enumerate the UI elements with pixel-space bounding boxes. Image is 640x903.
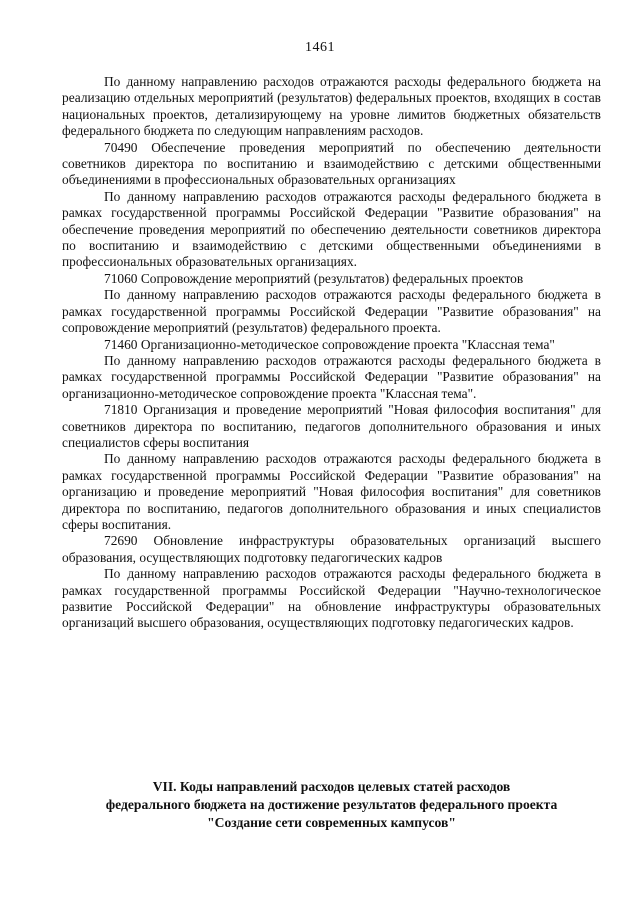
section-heading-line: федерального бюджета на достижение результатов федерального проекта xyxy=(105,797,558,812)
paragraph: По данному направлению расходов отражаются расходы федерального бюджета в рамках государственной программы Российской Федерации "Развитие образования" на сопровождение мероприятий (результатов) федерального проекта. xyxy=(62,287,601,336)
expense-code-paragraph: 72690 Обновление инфраструктуры образовательных организаций высшего образования, осуществляющих подготовку педагогических кадров xyxy=(62,533,601,565)
paragraph: По данному направлению расходов отражаются расходы федерального бюджета в рамках государственной программы Российской Федерации "Развитие образования" на организационно-методическое сопровождение проекта "Классная тема". xyxy=(62,352,601,401)
expense-code-paragraph: 70490 Обеспечение проведения мероприятий по обеспечению деятельности советников директора по воспитанию и взаимодействию с детскими общественными объединениями в профессиональных образовательных организациях xyxy=(62,139,601,188)
expense-code-paragraph: 71460 Организационно-методическое сопровождение проекта "Классная тема" xyxy=(104,336,555,352)
section-heading-line: "Создание сети современных кампусов" xyxy=(207,815,456,830)
page-number: 1461 xyxy=(305,40,335,55)
section-heading xyxy=(62,778,601,832)
paragraph: По данному направлению расходов отражаются расходы федерального бюджета в рамках государственной программы Российской Федерации "Развитие образования" на обеспечение проведения мероприятий по обеспечению деятельности советников директора по воспитанию и взаимодействию с детскими общественными объединениями в профессиональных образовательных организациях. xyxy=(62,188,601,270)
section-heading-line: VII. Коды направлений расходов целевых статей расходов xyxy=(152,779,511,794)
document-body xyxy=(62,74,601,632)
paragraph: По данному направлению расходов отражаются расходы федерального бюджета на реализацию отдельных мероприятий (результатов) федеральных проектов, входящих в состав национальных проектов, детализирующему на уровне лимитов бюджетных обязательств федерального бюджета по следующим направлениям расходов. xyxy=(62,74,601,139)
paragraph: По данному направлению расходов отражаются расходы федерального бюджета в рамках государственной программы Российской Федерации "Научно-технологическое развитие Российской Федерации" на обновление инфраструктуры образовательных организаций высшего образования, осуществляющих подготовку педагогических кадров. xyxy=(62,566,601,631)
paragraph: По данному направлению расходов отражаются расходы федерального бюджета в рамках государственной программы Российской Федерации "Развитие образования" на организацию и проведение мероприятий "Новая философия воспитания" для советников директора по воспитанию, педагогов дополнительного образования и иных специалистов сферы воспитания. xyxy=(62,451,601,532)
expense-code-paragraph: 71060 Сопровождение мероприятий (результатов) федеральных проектов xyxy=(104,270,524,286)
expense-code-paragraph: 71810 Организация и проведение мероприятий "Новая философия воспитания" для советников директора по воспитанию, педагогов дополнительного образования и иных специалистов сферы воспитания xyxy=(62,402,601,450)
